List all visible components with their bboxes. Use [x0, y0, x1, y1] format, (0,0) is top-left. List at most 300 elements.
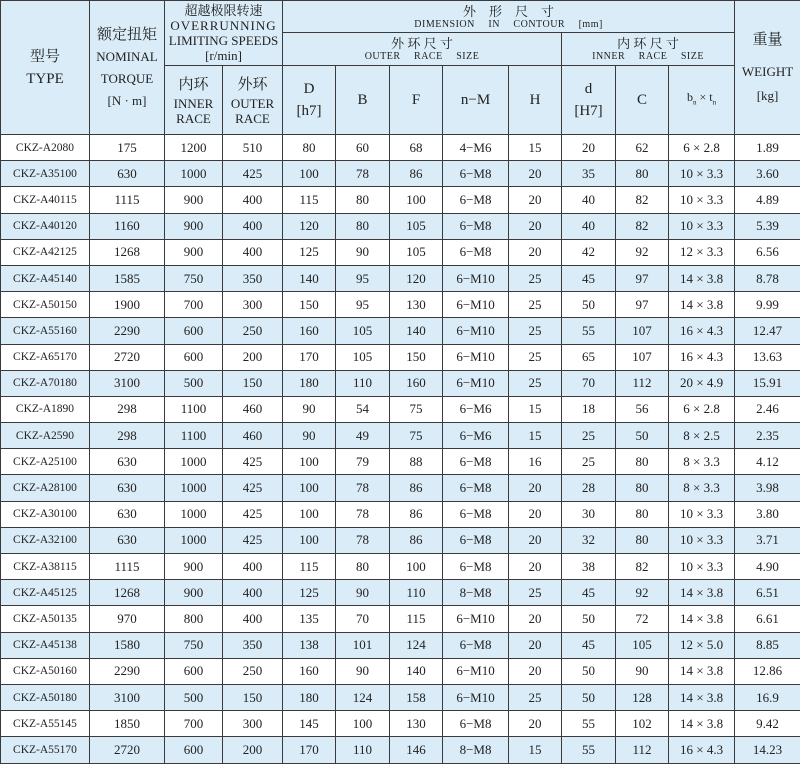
cell-type: CKZ-A2080	[1, 135, 90, 161]
table-cell: 54	[336, 396, 390, 422]
cell-type: CKZ-A70180	[1, 370, 90, 396]
table-cell: 16 × 4.3	[669, 344, 735, 370]
table-cell: 350	[223, 632, 283, 658]
cell-type: CKZ-A35100	[1, 161, 90, 187]
table-cell: 6−M8	[443, 161, 509, 187]
table-cell: 6.56	[735, 239, 800, 265]
torque-unit: [N · m]	[90, 90, 164, 112]
torque-cn: 额定扭矩	[90, 24, 164, 46]
table-cell: 120	[390, 265, 443, 291]
col-d-tol: [H7]	[562, 100, 615, 122]
table-cell: 8−M8	[443, 580, 509, 606]
table-cell: 2290	[90, 658, 165, 684]
table-cell: 6 × 2.8	[669, 135, 735, 161]
table-cell: 90	[283, 396, 336, 422]
torque-en2: TORQUE	[90, 68, 164, 90]
table-cell: 1850	[90, 711, 165, 737]
table-cell: 1115	[90, 187, 165, 213]
table-cell: 900	[165, 213, 223, 239]
table-cell: 6−M10	[443, 684, 509, 710]
table-cell: 90	[283, 423, 336, 449]
table-cell: 1100	[165, 396, 223, 422]
table-cell: 630	[90, 475, 165, 501]
table-cell: 50	[616, 423, 669, 449]
table-cell: 80	[336, 554, 390, 580]
col-D: D	[283, 78, 335, 100]
cell-type: CKZ-A28100	[1, 475, 90, 501]
table-cell: 112	[616, 370, 669, 396]
table-cell: 6−M10	[443, 292, 509, 318]
table-cell: 80	[616, 501, 669, 527]
table-row	[1, 423, 800, 449]
torque-en1: NOMINAL	[90, 46, 164, 68]
table-cell: 128	[616, 684, 669, 710]
dim-en: DIMENSION IN CONTOUR [mm]	[283, 19, 734, 30]
table-cell: 6−M8	[443, 213, 509, 239]
cell-type: CKZ-A32100	[1, 527, 90, 553]
table-cell: 1100	[165, 423, 223, 449]
table-cell: 107	[616, 344, 669, 370]
table-cell: 20	[509, 475, 562, 501]
table-cell: 125	[283, 239, 336, 265]
table-cell: 20	[509, 711, 562, 737]
table-cell: 425	[223, 161, 283, 187]
table-cell: 130	[390, 711, 443, 737]
table-row	[1, 580, 800, 606]
table-cell: 300	[223, 711, 283, 737]
table-cell: 16 × 4.3	[669, 737, 735, 763]
table-cell: 75	[390, 423, 443, 449]
table-cell: 8.85	[735, 632, 800, 658]
table-cell: 72	[616, 606, 669, 632]
table-cell: 158	[390, 684, 443, 710]
table-cell: 50	[562, 606, 616, 632]
table-cell: 700	[165, 292, 223, 318]
table-cell: 100	[283, 475, 336, 501]
table-cell: 630	[90, 501, 165, 527]
table-cell: 14 × 3.8	[669, 684, 735, 710]
table-cell: 70	[562, 370, 616, 396]
table-cell: 1115	[90, 554, 165, 580]
table-cell: 110	[336, 370, 390, 396]
table-cell: 500	[165, 370, 223, 396]
table-cell: 25	[509, 344, 562, 370]
table-cell: 14 × 3.8	[669, 292, 735, 318]
table-cell: 20	[509, 606, 562, 632]
table-cell: 68	[390, 135, 443, 161]
table-cell: 124	[336, 684, 390, 710]
table-cell: 2.35	[735, 423, 800, 449]
table-cell: 250	[223, 658, 283, 684]
table-cell: 200	[223, 344, 283, 370]
table-cell: 6−M8	[443, 632, 509, 658]
table-row	[1, 344, 800, 370]
table-cell: 250	[223, 318, 283, 344]
cell-type: CKZ-A40115	[1, 187, 90, 213]
table-row	[1, 135, 800, 161]
table-cell: 101	[336, 632, 390, 658]
table-cell: 25	[562, 449, 616, 475]
table-cell: 6−M10	[443, 265, 509, 291]
weight-unit: [kg]	[735, 85, 800, 107]
header-C: C	[616, 66, 669, 135]
table-cell: 20	[509, 501, 562, 527]
table-cell: 120	[283, 213, 336, 239]
speed-en1: OVERRUNNING	[165, 18, 282, 33]
table-cell: 125	[283, 580, 336, 606]
table-cell: 1000	[165, 475, 223, 501]
table-cell: 90	[336, 239, 390, 265]
table-row	[1, 632, 800, 658]
table-cell: 20	[509, 632, 562, 658]
table-cell: 6−M8	[443, 554, 509, 580]
table-cell: 6−M8	[443, 501, 509, 527]
table-row	[1, 292, 800, 318]
table-row	[1, 606, 800, 632]
table-cell: 630	[90, 161, 165, 187]
table-cell: 145	[283, 711, 336, 737]
table-cell: 6−M8	[443, 187, 509, 213]
table-cell: 140	[283, 265, 336, 291]
speed-unit: [r/min]	[165, 48, 282, 63]
table-cell: 150	[223, 370, 283, 396]
table-row	[1, 370, 800, 396]
table-cell: 3.71	[735, 527, 800, 553]
table-row	[1, 318, 800, 344]
col-d: d	[562, 78, 615, 100]
table-cell: 2290	[90, 318, 165, 344]
table-cell: 146	[390, 737, 443, 763]
header-weight	[735, 1, 800, 135]
bt-sub-t: n	[713, 98, 717, 106]
type-en: TYPE	[1, 68, 89, 90]
table-cell: 15.91	[735, 370, 800, 396]
table-cell: 750	[165, 632, 223, 658]
table-cell: 900	[165, 239, 223, 265]
table-cell: 400	[223, 554, 283, 580]
header-D	[283, 66, 336, 135]
inner-en2: RACE	[165, 111, 222, 126]
outer-size-en: OUTER RACE SIZE	[283, 51, 561, 62]
table-cell: 105	[390, 239, 443, 265]
table-cell: 100	[283, 527, 336, 553]
table-cell: 3100	[90, 370, 165, 396]
cell-type: CKZ-A38115	[1, 554, 90, 580]
table-cell: 160	[283, 658, 336, 684]
table-cell: 124	[390, 632, 443, 658]
table-cell: 105	[616, 632, 669, 658]
table-cell: 425	[223, 475, 283, 501]
table-row	[1, 737, 800, 763]
table-cell: 112	[616, 737, 669, 763]
table-cell: 86	[390, 527, 443, 553]
table-cell: 8 × 2.5	[669, 423, 735, 449]
table-cell: 2720	[90, 344, 165, 370]
table-cell: 160	[283, 318, 336, 344]
cell-type: CKZ-A65170	[1, 344, 90, 370]
table-cell: 62	[616, 135, 669, 161]
cell-type: CKZ-A45140	[1, 265, 90, 291]
table-cell: 970	[90, 606, 165, 632]
cell-type: CKZ-A55145	[1, 711, 90, 737]
weight-cn: 重量	[735, 29, 800, 51]
table-cell: 180	[283, 684, 336, 710]
table-cell: 80	[616, 449, 669, 475]
header-dimension	[283, 1, 735, 33]
table-cell: 78	[336, 475, 390, 501]
table-cell: 78	[336, 527, 390, 553]
cell-type: CKZ-A50160	[1, 658, 90, 684]
table-cell: 630	[90, 449, 165, 475]
table-cell: 16.9	[735, 684, 800, 710]
table-cell: 460	[223, 396, 283, 422]
table-cell: 9.99	[735, 292, 800, 318]
table-cell: 15	[509, 737, 562, 763]
type-cn: 型号	[1, 46, 89, 68]
table-cell: 425	[223, 527, 283, 553]
table-cell: 350	[223, 265, 283, 291]
cell-type: CKZ-A45125	[1, 580, 90, 606]
table-cell: 425	[223, 449, 283, 475]
table-cell: 20	[509, 554, 562, 580]
table-cell: 140	[390, 318, 443, 344]
table-cell: 10 × 3.3	[669, 554, 735, 580]
table-cell: 97	[616, 265, 669, 291]
table-cell: 56	[616, 396, 669, 422]
table-cell: 200	[223, 737, 283, 763]
table-cell: 90	[616, 658, 669, 684]
table-cell: 92	[616, 580, 669, 606]
table-cell: 13.63	[735, 344, 800, 370]
table-cell: 4.89	[735, 187, 800, 213]
table-cell: 100	[336, 711, 390, 737]
table-cell: 900	[165, 554, 223, 580]
cell-type: CKZ-A42125	[1, 239, 90, 265]
table-cell: 3100	[90, 684, 165, 710]
cell-type: CKZ-A45138	[1, 632, 90, 658]
table-cell: 80	[283, 135, 336, 161]
table-cell: 3.98	[735, 475, 800, 501]
table-cell: 55	[562, 318, 616, 344]
table-cell: 10 × 3.3	[669, 527, 735, 553]
inner-size-en: INNER RACE SIZE	[562, 51, 734, 62]
table-cell: 4.90	[735, 554, 800, 580]
table-cell: 110	[390, 580, 443, 606]
header-H: H	[509, 66, 562, 135]
cell-type: CKZ-A2590	[1, 423, 90, 449]
table-cell: 25	[509, 318, 562, 344]
table-cell: 20	[509, 161, 562, 187]
table-cell: 100	[283, 161, 336, 187]
table-row	[1, 475, 800, 501]
table-cell: 4−M6	[443, 135, 509, 161]
table-cell: 8.78	[735, 265, 800, 291]
table-cell: 3.80	[735, 501, 800, 527]
table-cell: 115	[283, 554, 336, 580]
table-cell: 6−M10	[443, 318, 509, 344]
table-row	[1, 501, 800, 527]
table-cell: 40	[562, 213, 616, 239]
table-cell: 82	[616, 554, 669, 580]
table-cell: 70	[336, 606, 390, 632]
table-cell: 10 × 3.3	[669, 501, 735, 527]
table-cell: 6−M8	[443, 475, 509, 501]
inner-size-cn: 内 环 尺 寸	[562, 36, 734, 51]
table-row	[1, 684, 800, 710]
table-cell: 50	[562, 658, 616, 684]
table-cell: 105	[336, 318, 390, 344]
table-cell: 78	[336, 501, 390, 527]
bt-sub-b: n	[693, 98, 697, 106]
table-cell: 30	[562, 501, 616, 527]
table-cell: 300	[223, 292, 283, 318]
table-cell: 900	[165, 580, 223, 606]
table-cell: 50	[562, 292, 616, 318]
table-cell: 12 × 3.3	[669, 239, 735, 265]
table-row	[1, 187, 800, 213]
table-cell: 49	[336, 423, 390, 449]
table-cell: 1000	[165, 449, 223, 475]
table-cell: 95	[336, 292, 390, 318]
table-cell: 65	[562, 344, 616, 370]
table-cell: 14 × 3.8	[669, 711, 735, 737]
table-cell: 18	[562, 396, 616, 422]
table-cell: 14 × 3.8	[669, 265, 735, 291]
cell-type: CKZ-A30100	[1, 501, 90, 527]
table-cell: 16	[509, 449, 562, 475]
table-cell: 20	[509, 658, 562, 684]
outer-size-cn: 外 环 尺 寸	[283, 36, 561, 51]
table-cell: 510	[223, 135, 283, 161]
table-cell: 80	[336, 213, 390, 239]
table-cell: 6−M10	[443, 658, 509, 684]
table-cell: 2720	[90, 737, 165, 763]
table-cell: 400	[223, 580, 283, 606]
table-cell: 82	[616, 187, 669, 213]
table-cell: 1000	[165, 161, 223, 187]
table-body	[1, 135, 800, 764]
table-row	[1, 265, 800, 291]
cell-type: CKZ-A50150	[1, 292, 90, 318]
table-cell: 45	[562, 580, 616, 606]
table-cell: 97	[616, 292, 669, 318]
table-row	[1, 449, 800, 475]
table-cell: 6−M8	[443, 527, 509, 553]
table-cell: 298	[90, 423, 165, 449]
table-cell: 400	[223, 213, 283, 239]
table-row	[1, 658, 800, 684]
header-inner-race-size	[562, 33, 735, 66]
table-cell: 86	[390, 475, 443, 501]
table-cell: 90	[336, 658, 390, 684]
table-cell: 8 × 3.3	[669, 475, 735, 501]
outer-en2: RACE	[223, 111, 282, 126]
bt-b: b	[687, 90, 693, 104]
table-cell: 700	[165, 711, 223, 737]
table-cell: 75	[390, 396, 443, 422]
table-cell: 28	[562, 475, 616, 501]
table-cell: 150	[283, 292, 336, 318]
table-cell: 5.39	[735, 213, 800, 239]
cell-type: CKZ-A40120	[1, 213, 90, 239]
table-cell: 20	[509, 213, 562, 239]
table-cell: 14 × 3.8	[669, 580, 735, 606]
table-cell: 60	[336, 135, 390, 161]
table-cell: 25	[509, 292, 562, 318]
table-cell: 6 × 2.8	[669, 396, 735, 422]
table-cell: 92	[616, 239, 669, 265]
table-cell: 170	[283, 344, 336, 370]
table-cell: 150	[390, 344, 443, 370]
table-cell: 400	[223, 187, 283, 213]
bt-t: × t	[696, 90, 712, 104]
table-cell: 115	[283, 187, 336, 213]
table-cell: 86	[390, 161, 443, 187]
header-speed	[165, 1, 283, 66]
table-row	[1, 396, 800, 422]
table-cell: 12.86	[735, 658, 800, 684]
table-cell: 100	[390, 187, 443, 213]
table-cell: 1585	[90, 265, 165, 291]
table-cell: 25	[509, 684, 562, 710]
table-cell: 170	[283, 737, 336, 763]
table-cell: 180	[283, 370, 336, 396]
table-cell: 6.51	[735, 580, 800, 606]
table-cell: 160	[390, 370, 443, 396]
outer-en1: OUTER	[223, 96, 282, 111]
table-cell: 400	[223, 239, 283, 265]
table-cell: 20	[509, 239, 562, 265]
table-cell: 12 × 5.0	[669, 632, 735, 658]
table-row	[1, 711, 800, 737]
weight-en: WEIGHT	[735, 59, 800, 85]
table-cell: 20	[562, 135, 616, 161]
table-cell: 138	[283, 632, 336, 658]
table-cell: 25	[562, 423, 616, 449]
table-cell: 425	[223, 501, 283, 527]
table-cell: 750	[165, 265, 223, 291]
cell-type: CKZ-A50180	[1, 684, 90, 710]
table-cell: 6−M6	[443, 423, 509, 449]
table-cell: 80	[616, 527, 669, 553]
header-outer-race-size	[283, 33, 562, 66]
table-cell: 6−M6	[443, 396, 509, 422]
table-cell: 14 × 3.8	[669, 606, 735, 632]
cell-type: CKZ-A1890	[1, 396, 90, 422]
table-cell: 800	[165, 606, 223, 632]
table-cell: 10 × 3.3	[669, 161, 735, 187]
table-cell: 1000	[165, 527, 223, 553]
table-cell: 15	[509, 135, 562, 161]
table-cell: 4.12	[735, 449, 800, 475]
cell-type: CKZ-A55160	[1, 318, 90, 344]
table-cell: 38	[562, 554, 616, 580]
table-cell: 8−M8	[443, 737, 509, 763]
table-cell: 1268	[90, 239, 165, 265]
table-cell: 110	[336, 737, 390, 763]
table-cell: 50	[562, 684, 616, 710]
table-cell: 100	[283, 501, 336, 527]
table-cell: 900	[165, 187, 223, 213]
header-torque	[90, 1, 165, 135]
table-cell: 460	[223, 423, 283, 449]
table-cell: 35	[562, 161, 616, 187]
table-cell: 78	[336, 161, 390, 187]
table-cell: 100	[390, 554, 443, 580]
table-cell: 107	[616, 318, 669, 344]
table-cell: 80	[616, 475, 669, 501]
table-cell: 55	[562, 711, 616, 737]
